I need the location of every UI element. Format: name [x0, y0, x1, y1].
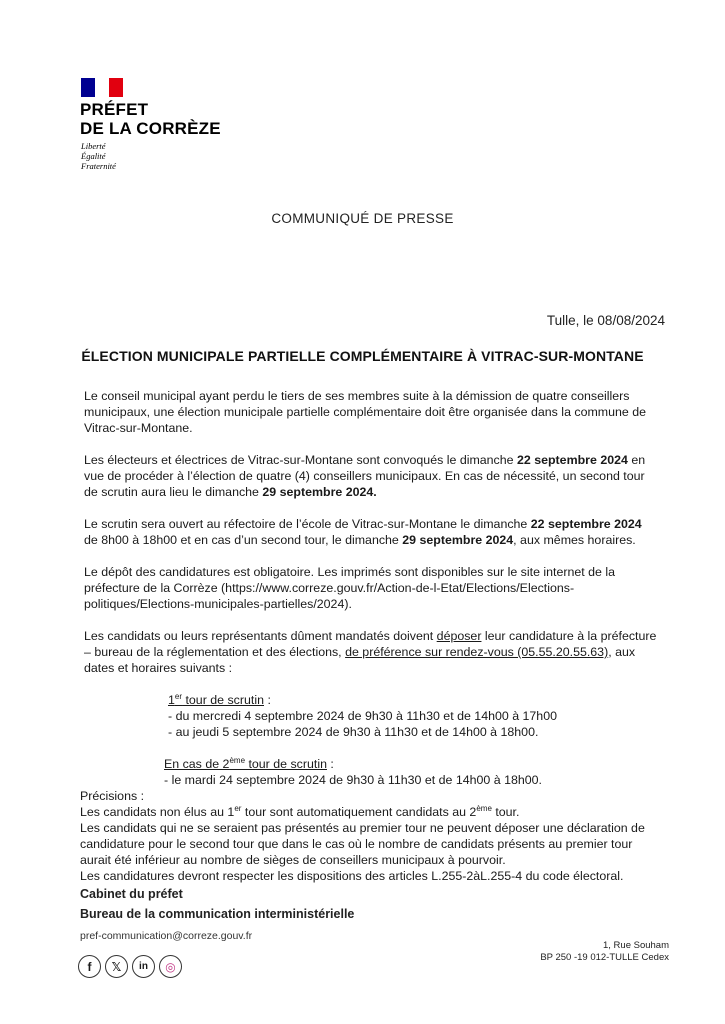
paragraph-5: Les candidats ou leurs représentants dûment mandatés doivent déposer leur candidature à la préfecture – bureau de la réglementation et des élections, de préférence sur rendez-vous (05.55.20.55.63), aux dates et horaires suivants : — [84, 629, 657, 675]
social-links — [78, 955, 182, 978]
footer-contact-block — [80, 884, 354, 924]
precisions-line-1: Les candidats non élus au 1er tour sont automatiquement candidats au 2ème tour. — [80, 803, 520, 819]
precisions — [80, 788, 658, 884]
facebook-icon[interactable]: f — [78, 955, 101, 978]
marianne-flag-logo — [81, 78, 123, 97]
prefecture-name: PRÉFET DE LA CORRÈZE — [80, 100, 221, 138]
paragraph-3: Le scrutin sera ouvert au réfectoire de l’école de Vitrac-sur-Montane le dimanche 22 septembre 2024 de 8h00 à 18h00 et en cas d’un second tour, le dimanche 29 septembre 2024, aux mêmes horaires. — [84, 517, 642, 547]
precisions-line-3: Les candidatures devront respecter les dispositions des articles L.255-2àL.255-4 du code électoral. — [80, 869, 624, 883]
second-round-schedule — [84, 756, 658, 788]
first-round-heading: 1er tour de scrutin : — [168, 691, 271, 707]
linkedin-icon[interactable]: in — [132, 955, 155, 978]
precisions-line-2: Les candidats qui ne se seraient pas présentés au premier tour ne peuvent déposer une déclaration de candidature pour le second tour que dans le cas où le nombre de candidats présents au premier tour aurait été inférieur au nombre de sièges de conseillers municipaux à pourvoir. — [80, 821, 645, 867]
first-round-schedule — [84, 692, 658, 740]
x-icon[interactable]: 𝕏 — [105, 955, 128, 978]
document-body — [80, 388, 658, 884]
paragraph-4: Le dépôt des candidatures est obligatoire. Les imprimés sont disponibles sur le site internet de la préfecture de la Corrèze (https://www.correze.gouv.fr/Action-de-l-Etat/Elections/Elections-politiques/Elections-municipales-partielles/2024). — [84, 565, 616, 611]
bureau-label: Bureau de la communication interministérielle — [80, 907, 355, 921]
cabinet-label: Cabinet du préfet — [80, 887, 183, 901]
second-round-heading: En cas de 2ème tour de scrutin : — [164, 755, 334, 771]
paragraph-1: Le conseil municipal ayant perdu le tiers de ses membres suite à la démission de quatre conseillers municipaux, une élection municipale partielle complémentaire doit être organisée dans la commune de Vitrac-sur-Montane. — [84, 389, 647, 435]
contact-email[interactable]: pref-communication@correze.gouv.fr — [80, 930, 253, 942]
precisions-heading: Précisions : — [80, 789, 145, 803]
first-round-line-1: - du mercredi 4 septembre 2024 de 9h30 à 11h30 et de 14h00 à 17h00 — [168, 709, 557, 723]
paragraph-2: Les électeurs et électrices de Vitrac-sur-Montane sont convoqués le dimanche 22 septembre 2024 en vue de procéder à l’élection de quatre (4) conseillers municipaux. En cas de nécessité, un second tour de scrutin aura lieu le dimanche 29 septembre 2024. — [84, 453, 646, 499]
document-title: ÉLECTION MUNICIPALE PARTIELLE COMPLÉMENTAIRE À VITRAC-SUR-MONTANE — [81, 348, 644, 364]
instagram-icon[interactable]: ◎ — [159, 955, 182, 978]
second-round-line-1: - le mardi 24 septembre 2024 de 9h30 à 11h30 et de 14h00 à 18h00. — [164, 773, 542, 787]
document-type: COMMUNIQUÉ DE PRESSE — [271, 211, 454, 226]
document-date: Tulle, le 08/08/2024 — [546, 313, 665, 328]
republic-motto: Liberté Égalité Fraternité — [81, 141, 116, 171]
first-round-line-2: - au jeudi 5 septembre 2024 de 9h30 à 11h30 et de 14h00 à 18h00. — [168, 725, 539, 739]
postal-address: 1, Rue Souham BP 250 -19 012-TULLE Cedex — [540, 940, 669, 963]
